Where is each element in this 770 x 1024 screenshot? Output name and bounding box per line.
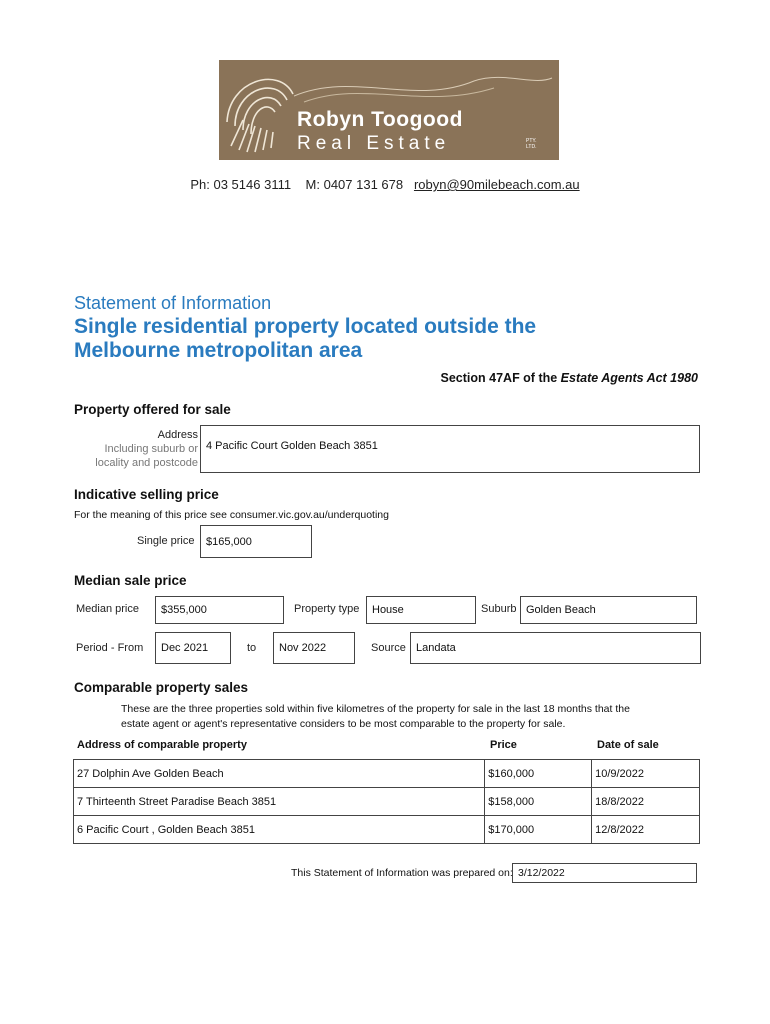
shell-emblem-icon: [219, 60, 299, 160]
comparable-note-line-2: estate agent or agent's representative considers to be most comparable to the property for sale.: [121, 718, 566, 730]
property-type-field[interactable]: House: [366, 596, 476, 624]
company-logo: [219, 60, 559, 160]
comparable-date[interactable]: 12/8/2022: [592, 816, 700, 844]
logo-subtitle: Real Estate: [297, 133, 451, 154]
comparable-note-line-1: These are the three properties sold within five kilometres of the property for sale in the last 18 months that the: [121, 703, 630, 715]
table-row: [74, 788, 700, 816]
comparable-address[interactable]: 27 Dolphin Ave Golden Beach: [74, 760, 485, 788]
address-field[interactable]: 4 Pacific Court Golden Beach 3851: [200, 425, 700, 473]
email-link[interactable]: robyn@90milebeach.com.au: [413, 177, 580, 192]
period-to-field[interactable]: Nov 2022: [273, 632, 355, 664]
wave-decoration-icon: [294, 66, 554, 106]
section-prefix: Section 47AF of the: [440, 371, 561, 385]
median-price-label: Median price: [76, 603, 139, 615]
indicative-heading: Indicative selling price: [74, 487, 219, 502]
median-heading: Median sale price: [74, 573, 187, 588]
comparable-price[interactable]: $158,000: [485, 788, 592, 816]
title-line-2: Melbourne metropolitan area: [74, 339, 363, 362]
address-label: Address: [157, 429, 198, 441]
prepared-on-field[interactable]: 3/12/2022: [512, 863, 697, 883]
comparable-address[interactable]: 6 Pacific Court , Golden Beach 3851: [74, 816, 485, 844]
source-label: Source: [371, 642, 406, 654]
comparable-note: [121, 702, 711, 732]
table-row: [74, 760, 700, 788]
period-from-label: Period - From: [76, 642, 144, 654]
act-name: Estate Agents Act 1980: [560, 371, 698, 385]
prepared-on-label: This Statement of Information was prepared on:: [291, 867, 513, 879]
property-heading: Property offered for sale: [74, 402, 231, 417]
phone: Ph: 03 5146 3111: [190, 177, 292, 192]
comparable-date[interactable]: 18/8/2022: [592, 788, 700, 816]
single-price-label: Single price: [137, 535, 195, 547]
page-title: [74, 315, 674, 363]
section-reference: [441, 371, 698, 385]
col-price-header: Price: [490, 739, 517, 751]
suburb-field[interactable]: Golden Beach: [520, 596, 697, 624]
logo-name: Robyn Toogood: [297, 108, 463, 131]
col-date-header: Date of sale: [597, 739, 659, 751]
address-label-group: [74, 428, 198, 470]
period-from-field[interactable]: Dec 2021: [155, 632, 231, 664]
indicative-note: For the meaning of this price see consumer.vic.gov.au/underquoting: [74, 509, 389, 521]
median-price-field[interactable]: $355,000: [155, 596, 284, 624]
col-address-header: Address of comparable property: [77, 739, 247, 751]
property-type-label: Property type: [294, 603, 360, 615]
contact-line: [0, 177, 770, 192]
single-price-field[interactable]: $165,000: [200, 525, 312, 558]
comparable-date[interactable]: 10/9/2022: [592, 760, 700, 788]
mobile: M: 0407 131 678: [305, 177, 404, 192]
comparable-price[interactable]: $170,000: [485, 816, 592, 844]
address-hint-1: Including suburb or: [104, 443, 198, 455]
period-to-label: to: [247, 642, 257, 654]
source-field[interactable]: Landata: [410, 632, 701, 664]
title-line-1: Single residential property located outside the: [74, 315, 537, 338]
logo-pty: PTY. LTD.: [526, 138, 537, 150]
statement-label: Statement of Information: [74, 293, 272, 313]
comparable-price[interactable]: $160,000: [485, 760, 592, 788]
comparable-address[interactable]: 7 Thirteenth Street Paradise Beach 3851: [74, 788, 485, 816]
suburb-label: Suburb: [481, 603, 517, 615]
address-hint-2: locality and postcode: [95, 457, 198, 469]
table-row: [74, 816, 700, 844]
comparable-heading: Comparable property sales: [74, 680, 249, 695]
comparable-table: [73, 759, 700, 844]
